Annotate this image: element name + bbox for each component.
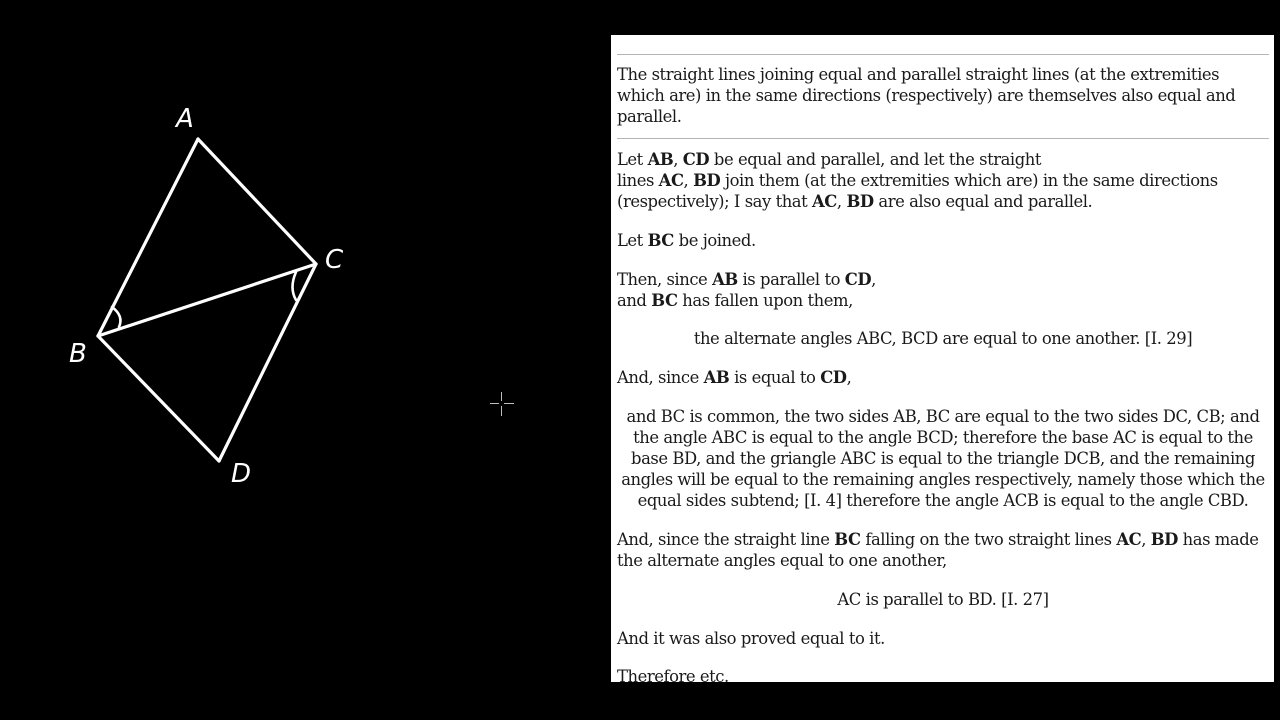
since-equal-paragraph: And, since AB is equal to CD, xyxy=(617,368,852,387)
segment-bd xyxy=(98,336,219,461)
proof-text-panel xyxy=(611,35,1274,686)
vertex-label-d: D xyxy=(231,459,252,489)
common-side-paragraph: and BC is common, the two sides AB, BC are equal to the two sides DC, CB; and the angle ABC is equal to the angle BCD; therefore the base AC is equal to the base BD, and the griangle ABC is equal to the triangle DCB, and the remaining angles will be equal to the remaining angles respectively, namely those which the equal sides subtend; [I. 4] therefore the angle ACB is equal to the angle CBD. xyxy=(621,407,1265,510)
qed-statement: Therefore etc. xyxy=(617,667,729,686)
section-divider xyxy=(617,138,1269,139)
equal-conclusion: And it was also proved equal to it. xyxy=(617,629,885,648)
falling-line-paragraph: And, since the straight line BC falling on the two straight lines AC, BD has made the alternate angles equal to one another, xyxy=(617,530,1259,570)
since-parallel-paragraph: Then, since AB is parallel to CD, and BC has fallen upon them, xyxy=(617,270,876,310)
segment-cd xyxy=(219,264,316,461)
top-divider xyxy=(617,54,1269,55)
join-paragraph: Let BC be joined. xyxy=(617,231,756,250)
parallel-conclusion: AC is parallel to BD. [I. 27] xyxy=(837,590,1049,609)
alternate-angles-statement: the alternate angles ABC, BCD are equal to one another. [I. 29] xyxy=(693,329,1193,348)
crosshair-cursor-icon xyxy=(490,392,514,416)
geometry-figure xyxy=(0,0,600,720)
proposition-statement: The straight lines joining equal and parallel straight lines (at the extremities which are) in the same directions (respectively) are themselves also equal and parallel. xyxy=(617,65,1236,126)
angle-mark-b xyxy=(112,307,120,327)
vertex-label-b: B xyxy=(69,339,87,369)
vertex-label-a: A xyxy=(176,104,194,134)
vertex-label-c: C xyxy=(325,245,344,275)
segment-ac xyxy=(198,139,316,264)
setup-paragraph: Let AB, CD be equal and parallel, and let the straight lines AC, BD join them (at the extremities which are) in the same directions (respectively); I say that AC, BD are also equal and parallel. xyxy=(617,150,1218,211)
angle-mark-c xyxy=(293,272,297,300)
